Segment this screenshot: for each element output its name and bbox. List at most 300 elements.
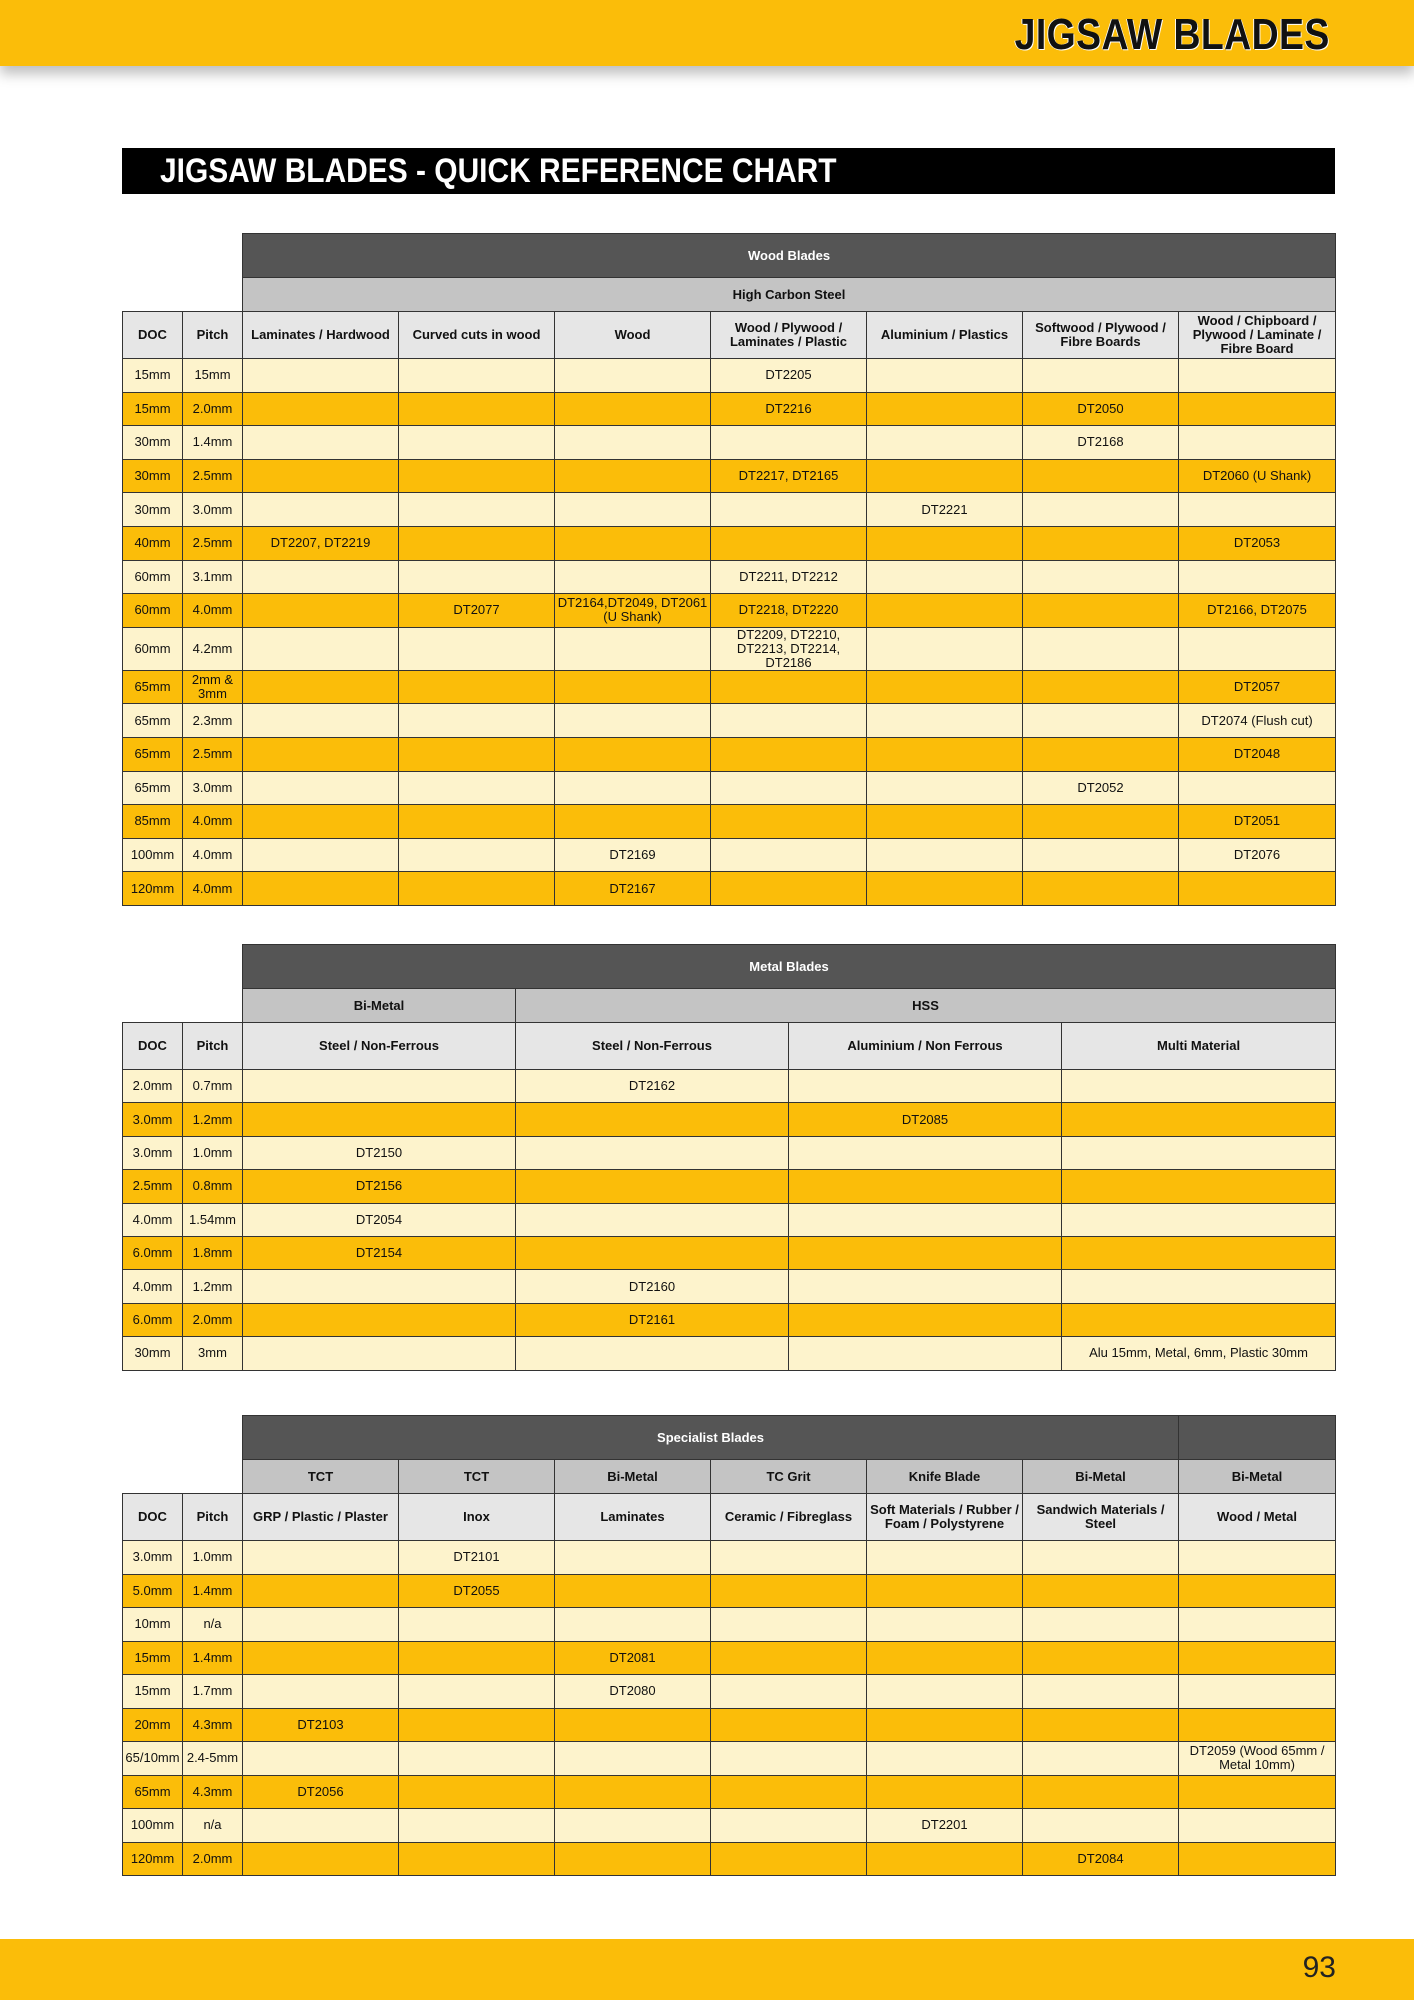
- blade-cell: [243, 1303, 516, 1336]
- blade-cell: [867, 704, 1023, 738]
- blade-cell: [399, 1708, 555, 1742]
- column-header: GRP / Plastic / Plaster: [243, 1494, 399, 1541]
- blade-cell: [243, 1337, 516, 1370]
- blade-cell: DT2205: [711, 359, 867, 393]
- blade-cell: [711, 805, 867, 839]
- blade-cell: [867, 1574, 1023, 1608]
- table-row: [123, 1070, 1336, 1103]
- blade-cell: [243, 493, 399, 527]
- doc-cell: 60mm: [123, 627, 183, 670]
- blade-cell: [1179, 1541, 1336, 1575]
- pitch-cell: 2.0mm: [183, 392, 243, 426]
- blade-cell: [399, 526, 555, 560]
- blade-cell: [516, 1170, 789, 1203]
- doc-cell: 4.0mm: [123, 1270, 183, 1303]
- pitch-cell: 3.0mm: [183, 771, 243, 805]
- blade-cell: DT2060 (U Shank): [1179, 459, 1336, 493]
- pitch-cell: 1.2mm: [183, 1270, 243, 1303]
- doc-cell: 15mm: [123, 359, 183, 393]
- blade-cell: [399, 704, 555, 738]
- table-row: [123, 459, 1336, 493]
- doc-cell: 4.0mm: [123, 1203, 183, 1236]
- column-header: DOC: [123, 1023, 183, 1070]
- blade-cell: [867, 392, 1023, 426]
- blade-cell: [243, 594, 399, 628]
- blade-cell: [711, 1775, 867, 1809]
- blade-cell: [867, 805, 1023, 839]
- blade-cell: [399, 392, 555, 426]
- blade-cell: DT2080: [555, 1675, 711, 1709]
- blade-cell: DT2169: [555, 838, 711, 872]
- table-row: [123, 704, 1336, 738]
- blade-cell: [243, 560, 399, 594]
- table-row: [123, 493, 1336, 527]
- column-header: Wood / Plywood / Laminates / Plastic: [711, 312, 867, 359]
- blade-cell: DT2166, DT2075: [1179, 594, 1336, 628]
- table-row: [123, 1203, 1336, 1236]
- blade-cell: [516, 1337, 789, 1370]
- table-row: [123, 1641, 1336, 1675]
- blade-cell: [711, 426, 867, 460]
- blade-cell: [243, 459, 399, 493]
- blade-cell: [711, 737, 867, 771]
- blade-cell: [243, 805, 399, 839]
- blade-cell: [555, 426, 711, 460]
- blade-cell: DT2059 (Wood 65mm / Metal 10mm): [1179, 1742, 1336, 1776]
- column-header: Laminates: [555, 1494, 711, 1541]
- material-header: Knife Blade: [867, 1460, 1023, 1494]
- blade-cell: DT2156: [243, 1170, 516, 1203]
- blade-cell: [867, 838, 1023, 872]
- doc-cell: 15mm: [123, 1641, 183, 1675]
- material-header: TCT: [243, 1460, 399, 1494]
- blade-cell: [867, 1675, 1023, 1709]
- blade-cell: [1179, 1608, 1336, 1642]
- blade-cell: [399, 1775, 555, 1809]
- doc-cell: 15mm: [123, 1675, 183, 1709]
- table-row: [123, 392, 1336, 426]
- table-row: [123, 1708, 1336, 1742]
- pitch-cell: 1.0mm: [183, 1136, 243, 1169]
- blade-cell: [1062, 1303, 1336, 1336]
- blade-cell: [1062, 1203, 1336, 1236]
- table-row: [123, 1337, 1336, 1370]
- blade-cell: [243, 1070, 516, 1103]
- column-header: Pitch: [183, 1023, 243, 1070]
- blade-cell: [867, 1842, 1023, 1876]
- blade-cell: [867, 771, 1023, 805]
- column-header: Steel / Non-Ferrous: [243, 1023, 516, 1070]
- blade-cell: DT2074 (Flush cut): [1179, 704, 1336, 738]
- blade-cell: DT2150: [243, 1136, 516, 1169]
- doc-cell: 65/10mm: [123, 1742, 183, 1776]
- blade-cell: [399, 426, 555, 460]
- doc-cell: 65mm: [123, 1775, 183, 1809]
- blade-cell: [1179, 1574, 1336, 1608]
- doc-cell: 3.0mm: [123, 1103, 183, 1136]
- blade-cell: [1023, 704, 1179, 738]
- doc-cell: 60mm: [123, 560, 183, 594]
- table-row: [123, 771, 1336, 805]
- material-header: TC Grit: [711, 1460, 867, 1494]
- material-header: HSS: [516, 989, 1336, 1023]
- blade-cell: [1023, 1608, 1179, 1642]
- blade-cell: [243, 670, 399, 704]
- doc-cell: 2.0mm: [123, 1070, 183, 1103]
- blade-cell: [399, 1641, 555, 1675]
- blade-cell: [243, 1641, 399, 1675]
- header-bar: [0, 0, 1414, 66]
- blade-cell: [243, 1270, 516, 1303]
- blade-cell: [711, 526, 867, 560]
- blade-cell: DT2103: [243, 1708, 399, 1742]
- column-header: DOC: [123, 1494, 183, 1541]
- table-row: [123, 594, 1336, 628]
- blade-cell: [399, 805, 555, 839]
- blade-cell: [1179, 392, 1336, 426]
- column-header: Wood / Metal: [1179, 1494, 1336, 1541]
- table-row: [123, 1136, 1336, 1169]
- blade-cell: [516, 1203, 789, 1236]
- blade-cell: [1179, 1675, 1336, 1709]
- blade-cell: [1023, 872, 1179, 906]
- blade-cell: [789, 1136, 1062, 1169]
- blade-cell: [555, 805, 711, 839]
- page-number: 93: [1302, 1951, 1336, 1984]
- blade-cell: [399, 1742, 555, 1776]
- blade-cell: [399, 359, 555, 393]
- page-title: JIGSAW BLADES: [1014, 10, 1330, 59]
- blade-cell: [1023, 1775, 1179, 1809]
- blade-cell: [867, 1541, 1023, 1575]
- pitch-cell: 15mm: [183, 359, 243, 393]
- banner-title: JIGSAW BLADES - QUICK REFERENCE CHART: [160, 152, 837, 190]
- blade-cell: [711, 493, 867, 527]
- blade-cell: [1179, 872, 1336, 906]
- blade-cell: DT2207, DT2219: [243, 526, 399, 560]
- blade-cell: [711, 1842, 867, 1876]
- blade-cell: DT2164,DT2049, DT2061 (U Shank): [555, 594, 711, 628]
- blade-cell: [1023, 1675, 1179, 1709]
- table-row: [123, 359, 1336, 393]
- blade-cell: [867, 560, 1023, 594]
- column-header: Ceramic / Fibreglass: [711, 1494, 867, 1541]
- blade-cell: [789, 1303, 1062, 1336]
- material-header: High Carbon Steel: [243, 278, 1336, 312]
- table-row: [123, 1775, 1336, 1809]
- blade-cell: [1023, 1809, 1179, 1843]
- doc-cell: 65mm: [123, 704, 183, 738]
- blade-cell: [1179, 1842, 1336, 1876]
- blade-cell: DT2052: [1023, 771, 1179, 805]
- blade-cell: [399, 1608, 555, 1642]
- blade-cell: [1023, 1574, 1179, 1608]
- section-header: Metal Blades: [243, 945, 1336, 989]
- blade-cell: DT2081: [555, 1641, 711, 1675]
- table-row: [123, 1103, 1336, 1136]
- doc-cell: 30mm: [123, 1337, 183, 1370]
- blade-cell: [1023, 1742, 1179, 1776]
- blade-cell: [399, 771, 555, 805]
- blade-cell: DT2221: [867, 493, 1023, 527]
- blade-cell: DT2048: [1179, 737, 1336, 771]
- pitch-cell: 4.3mm: [183, 1708, 243, 1742]
- pitch-cell: 1.4mm: [183, 426, 243, 460]
- blade-cell: [516, 1236, 789, 1269]
- table-row: [123, 805, 1336, 839]
- blade-cell: [867, 359, 1023, 393]
- blade-cell: DT2218, DT2220: [711, 594, 867, 628]
- blade-cell: [516, 1136, 789, 1169]
- pitch-cell: 0.7mm: [183, 1070, 243, 1103]
- blade-cell: [555, 1842, 711, 1876]
- blade-cell: [399, 1842, 555, 1876]
- blade-cell: [243, 1675, 399, 1709]
- blade-cell: DT2201: [867, 1809, 1023, 1843]
- blade-cell: [555, 704, 711, 738]
- pitch-cell: 1.7mm: [183, 1675, 243, 1709]
- footer-bar: [0, 1939, 1414, 2000]
- column-header: Curved cuts in wood: [399, 312, 555, 359]
- blade-cell: [711, 1708, 867, 1742]
- doc-cell: 65mm: [123, 737, 183, 771]
- blade-cell: [1179, 1809, 1336, 1843]
- column-header: Pitch: [183, 312, 243, 359]
- blade-cell: [1023, 805, 1179, 839]
- blade-cell: [555, 1608, 711, 1642]
- doc-cell: 30mm: [123, 459, 183, 493]
- blade-cell: [243, 392, 399, 426]
- doc-cell: 65mm: [123, 670, 183, 704]
- column-header: Aluminium / Non Ferrous: [789, 1023, 1062, 1070]
- column-header: Steel / Non-Ferrous: [516, 1023, 789, 1070]
- pitch-cell: 1.54mm: [183, 1203, 243, 1236]
- blade-cell: DT2085: [789, 1103, 1062, 1136]
- pitch-cell: 2.5mm: [183, 459, 243, 493]
- blade-cell: [1023, 359, 1179, 393]
- table-row: [123, 526, 1336, 560]
- doc-cell: 30mm: [123, 426, 183, 460]
- blade-cell: [399, 459, 555, 493]
- column-header: Sandwich Materials / Steel: [1023, 1494, 1179, 1541]
- pitch-cell: 2mm & 3mm: [183, 670, 243, 704]
- blade-cell: [711, 1742, 867, 1776]
- table-row: [123, 1170, 1336, 1203]
- blade-cell: [789, 1236, 1062, 1269]
- table-row: [123, 560, 1336, 594]
- blade-cell: [1023, 594, 1179, 628]
- blade-cell: [1062, 1270, 1336, 1303]
- table-row: [123, 670, 1336, 704]
- blade-cell: [243, 1742, 399, 1776]
- column-header: Softwood / Plywood / Fibre Boards: [1023, 312, 1179, 359]
- blade-cell: [1179, 426, 1336, 460]
- doc-cell: 60mm: [123, 594, 183, 628]
- blade-cell: [1023, 560, 1179, 594]
- blade-cell: [1179, 771, 1336, 805]
- pitch-cell: 1.8mm: [183, 1236, 243, 1269]
- blade-cell: [1023, 493, 1179, 527]
- blade-cell: [555, 392, 711, 426]
- blade-cell: [1023, 1708, 1179, 1742]
- blade-cell: [867, 426, 1023, 460]
- blade-cell: [1023, 526, 1179, 560]
- blade-cell: Alu 15mm, Metal, 6mm, Plastic 30mm: [1062, 1337, 1336, 1370]
- blade-cell: [867, 872, 1023, 906]
- column-header: DOC: [123, 312, 183, 359]
- blade-cell: DT2167: [555, 872, 711, 906]
- blade-cell: [711, 1541, 867, 1575]
- blade-cell: [1023, 1641, 1179, 1675]
- table-row: [123, 1742, 1336, 1776]
- material-header: Bi-Metal: [555, 1460, 711, 1494]
- doc-cell: 3.0mm: [123, 1136, 183, 1169]
- table-row: [123, 1574, 1336, 1608]
- table-row: [123, 1236, 1336, 1269]
- blade-cell: [516, 1103, 789, 1136]
- blade-cell: [1179, 493, 1336, 527]
- blade-cell: [555, 1708, 711, 1742]
- pitch-cell: 4.0mm: [183, 872, 243, 906]
- blade-cell: DT2057: [1179, 670, 1336, 704]
- section-header: Wood Blades: [243, 234, 1336, 278]
- doc-cell: 6.0mm: [123, 1303, 183, 1336]
- column-header: Pitch: [183, 1494, 243, 1541]
- pitch-cell: 3.1mm: [183, 560, 243, 594]
- blade-cell: DT2161: [516, 1303, 789, 1336]
- blade-cell: [555, 737, 711, 771]
- blade-cell: [399, 737, 555, 771]
- blade-cell: [1062, 1070, 1336, 1103]
- table-row: [123, 1675, 1336, 1709]
- table-row: [123, 737, 1336, 771]
- table-row: [123, 627, 1336, 670]
- blade-cell: [1062, 1103, 1336, 1136]
- blade-cell: DT2051: [1179, 805, 1336, 839]
- blade-cell: [243, 704, 399, 738]
- table-row: [123, 1809, 1336, 1843]
- blade-cell: DT2154: [243, 1236, 516, 1269]
- doc-cell: 100mm: [123, 838, 183, 872]
- blade-cell: [711, 1608, 867, 1642]
- column-header: Wood / Chipboard / Plywood / Laminate / Fibre Board: [1179, 312, 1336, 359]
- blade-cell: DT2053: [1179, 526, 1336, 560]
- blade-cell: DT2211, DT2212: [711, 560, 867, 594]
- doc-cell: 120mm: [123, 1842, 183, 1876]
- doc-cell: 5.0mm: [123, 1574, 183, 1608]
- blade-cell: [1023, 670, 1179, 704]
- blade-cell: [711, 1809, 867, 1843]
- blade-cell: [1179, 560, 1336, 594]
- blade-cell: [243, 1103, 516, 1136]
- pitch-cell: n/a: [183, 1809, 243, 1843]
- blade-cell: [711, 670, 867, 704]
- pitch-cell: 2.5mm: [183, 526, 243, 560]
- doc-cell: 85mm: [123, 805, 183, 839]
- blade-cell: [867, 1608, 1023, 1642]
- blade-cell: [399, 627, 555, 670]
- pitch-cell: 4.3mm: [183, 1775, 243, 1809]
- blade-cell: [711, 1641, 867, 1675]
- blade-cell: [711, 1574, 867, 1608]
- material-header: TCT: [399, 1460, 555, 1494]
- blade-cell: [867, 526, 1023, 560]
- pitch-cell: 4.0mm: [183, 838, 243, 872]
- blade-cell: DT2162: [516, 1070, 789, 1103]
- blade-cell: [867, 459, 1023, 493]
- blade-cell: DT2209, DT2210, DT2213, DT2214, DT2186: [711, 627, 867, 670]
- blade-cell: [243, 1608, 399, 1642]
- blade-cell: [789, 1070, 1062, 1103]
- blade-cell: [1179, 359, 1336, 393]
- blade-cell: [399, 1809, 555, 1843]
- blade-cell: [1179, 1708, 1336, 1742]
- pitch-cell: 4.0mm: [183, 805, 243, 839]
- blade-cell: [243, 627, 399, 670]
- doc-cell: 6.0mm: [123, 1236, 183, 1269]
- blade-cell: [555, 560, 711, 594]
- pitch-cell: 4.2mm: [183, 627, 243, 670]
- blade-cell: [1023, 838, 1179, 872]
- blade-cell: [711, 771, 867, 805]
- blade-cell: [243, 737, 399, 771]
- table-row: [123, 1842, 1336, 1876]
- pitch-cell: 1.0mm: [183, 1541, 243, 1575]
- pitch-cell: 1.2mm: [183, 1103, 243, 1136]
- table-row: [123, 1541, 1336, 1575]
- blade-cell: [243, 771, 399, 805]
- blade-cell: [867, 1708, 1023, 1742]
- doc-cell: 20mm: [123, 1708, 183, 1742]
- blade-cell: DT2160: [516, 1270, 789, 1303]
- blade-cell: [555, 1809, 711, 1843]
- table-row: [123, 426, 1336, 460]
- table-row: [123, 838, 1336, 872]
- blade-cell: [1062, 1136, 1336, 1169]
- column-header: Soft Materials / Rubber / Foam / Polystyrene: [867, 1494, 1023, 1541]
- blade-cell: [1062, 1170, 1336, 1203]
- pitch-cell: n/a: [183, 1608, 243, 1642]
- column-header: Laminates / Hardwood: [243, 312, 399, 359]
- blade-cell: [243, 1574, 399, 1608]
- blade-cell: [399, 560, 555, 594]
- blade-cell: [555, 627, 711, 670]
- doc-cell: 2.5mm: [123, 1170, 183, 1203]
- blade-cell: DT2101: [399, 1541, 555, 1575]
- column-header: Wood: [555, 312, 711, 359]
- blade-cell: [789, 1270, 1062, 1303]
- blade-cell: [243, 872, 399, 906]
- doc-cell: 65mm: [123, 771, 183, 805]
- pitch-cell: 2.0mm: [183, 1303, 243, 1336]
- blade-cell: [867, 670, 1023, 704]
- blade-cell: DT2217, DT2165: [711, 459, 867, 493]
- blade-cell: [555, 1574, 711, 1608]
- doc-cell: 30mm: [123, 493, 183, 527]
- blade-cell: DT2054: [243, 1203, 516, 1236]
- blade-cell: [1023, 1541, 1179, 1575]
- column-header: Inox: [399, 1494, 555, 1541]
- pitch-cell: 2.3mm: [183, 704, 243, 738]
- blade-cell: [555, 1541, 711, 1575]
- pitch-cell: 2.0mm: [183, 1842, 243, 1876]
- pitch-cell: 2.5mm: [183, 737, 243, 771]
- pitch-cell: 4.0mm: [183, 594, 243, 628]
- blade-cell: [867, 594, 1023, 628]
- table-row: [123, 872, 1336, 906]
- blade-cell: [1179, 1775, 1336, 1809]
- blade-cell: DT2050: [1023, 392, 1179, 426]
